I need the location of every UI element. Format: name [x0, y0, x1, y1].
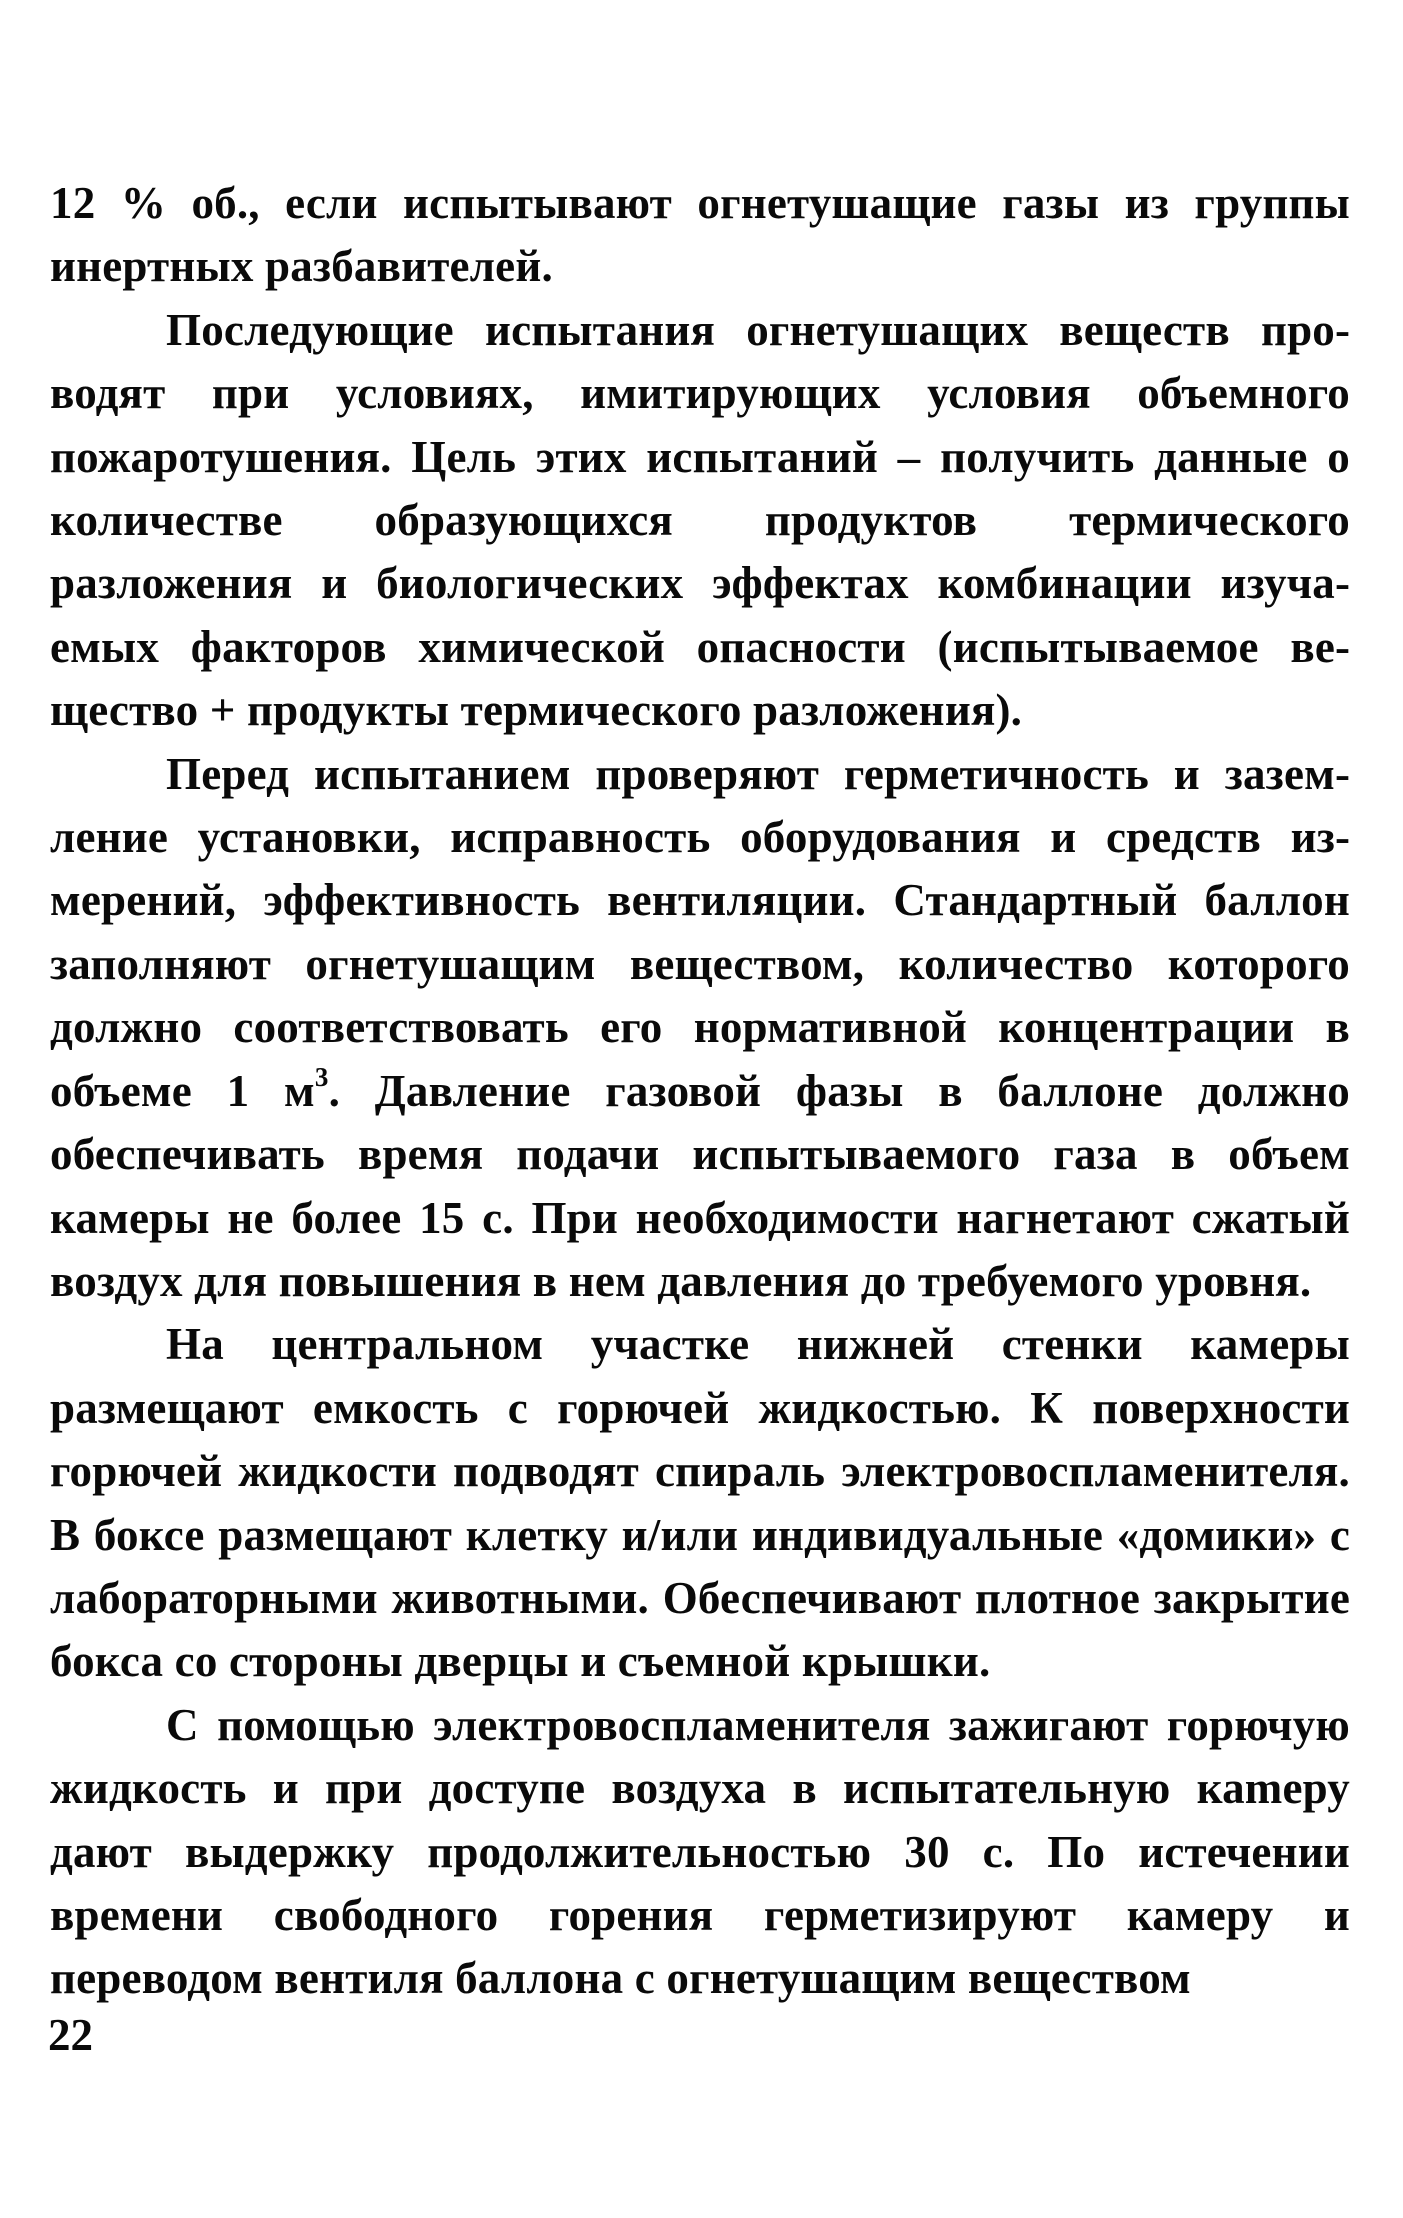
paragraph-5: С помощью электровоспламенителя зажигают горючую жидкость и при доступе воздуха в испытательную каmеру дают выдержку продолжительностью 30 с. По истечении времени свободного горения герметизируют камеру и переводом вентиля баллона с огнетушащим веществом [50, 1699, 1350, 2004]
paragraph-3-part-2: . Давление газовой фазы в баллоне должно обеспечивать время подачи испытываемого газа в объем камеры не более 15 с. При необходимости нагнетают сжатый воздух для повышения в нем давления до требуемого уровня. [50, 1065, 1350, 1306]
paragraph-3 [50, 743, 1350, 1314]
paragraph-4: На центральном участке нижней стенки камеры размещают емкость с горючей жидкостью. К поверхности горючей жидкости подводят спираль электровоспламенителя. В боксе размещают клетку и/или индивидуальные «домики» с лабораторными животными. Обеспечивают плотное закрытие бокса со стороны дверцы и съемной крышки. [50, 1319, 1350, 1687]
page-number: 22 [48, 2010, 93, 2060]
body-text [50, 172, 1350, 2011]
cubic-superscript: 3 [314, 1061, 329, 1092]
paragraph-2: Последующие испытания огнетушащих веществ проводят при условиях, имитирующих условия объемного пожаротушения. Цель этих испытаний – получить данные о количестве образующихся продуктов термического разложения и биологических эффектах комбинации изучаемых факторов химической опасности (испытываемое вещество + продукты термического разложения). [50, 304, 1350, 736]
paragraph-3-part-1: Перед испытанием проверяют герметичность и заземление установки, исправность оборудования и средств измерений, эффективность вентиляции. Стандартный баллон заполняют огнетушащим веществом, количество которого должно соответствовать его нормативной концентрации в объеме 1 м [50, 748, 1350, 1116]
paragraph-1: 12 % об., если испытывают огнетушащие газы из группы инертных разбавителей. [50, 178, 1350, 292]
